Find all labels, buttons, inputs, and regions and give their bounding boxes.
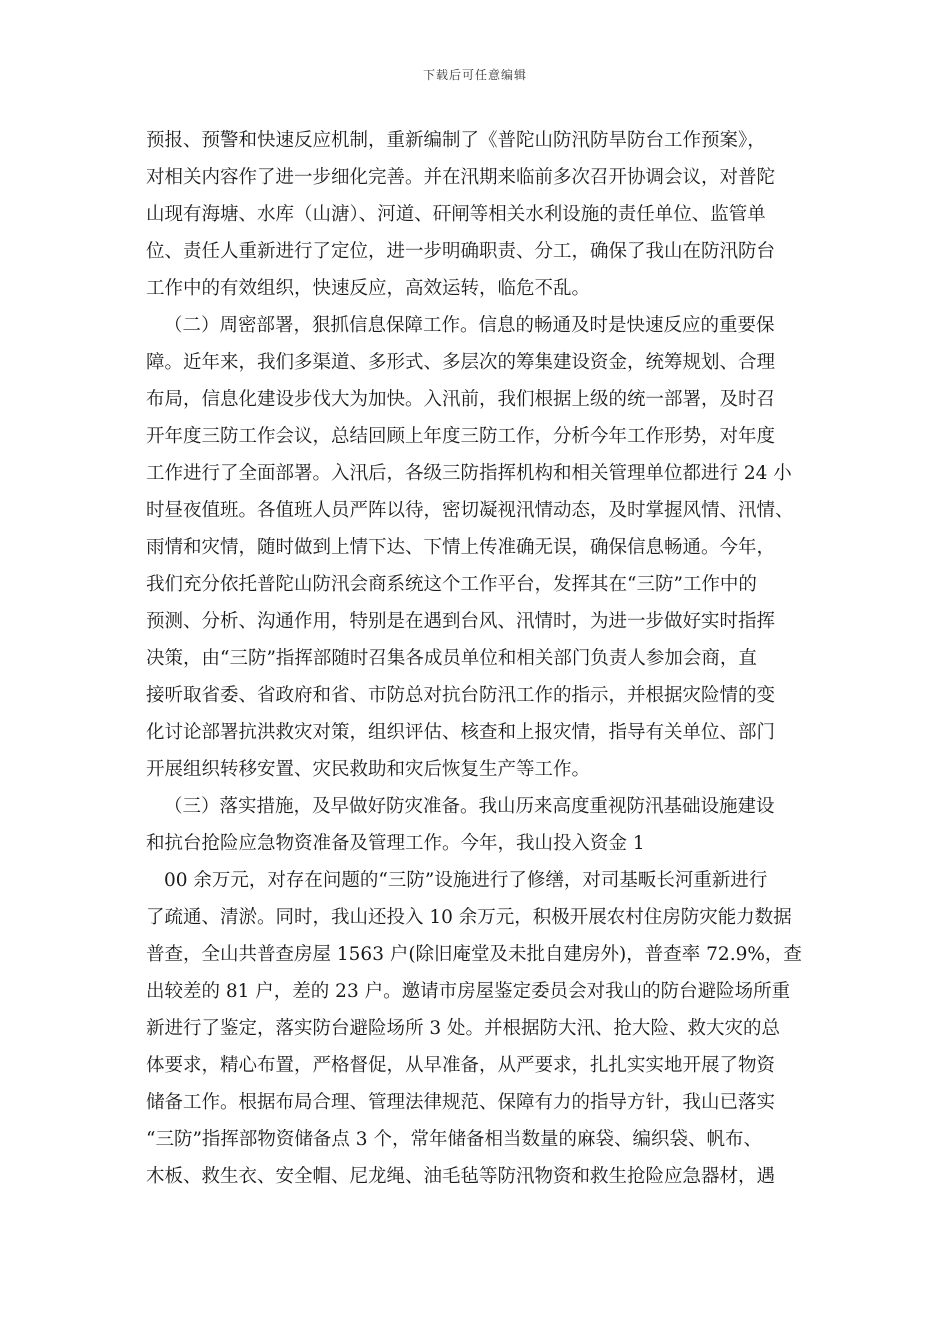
page-header: 下载后可任意编辑 [422, 68, 527, 82]
text-line: 时昼夜值班。各值班人员严阵以待，密切凝视汛情动态，及时掌握风情、汛情、 [146, 500, 794, 521]
document-body [146, 122, 826, 1195]
paragraph-heading-line: （三）落实措施，及早做好防灾准备。我山历来高度重视防汛基础设施建设 [164, 796, 775, 817]
text-line: 化讨论部署抗洪救灾对策，组织评估、核查和上报灾情，指导有关单位、部门 [146, 722, 776, 743]
text-line: 储备工作。根据布局合理、管理法律规范、保障有力的指导方针，我山已落实 [146, 1092, 776, 1113]
text-line: 预测、分析、沟通作用，特别是在遇到台风、汛情时，为进一步做好实时指挥 [146, 611, 776, 632]
text-line: 体要求，精心布置，严格督促，从早准备，从严要求，扎扎实实地开展了物资 [146, 1055, 776, 1076]
text-line: 对相关内容作了进一步细化完善。并在汛期来临前多次召开协调会议，对普陀 [146, 167, 776, 188]
text-line: 工作进行了全面部署。入汛后，各级三防指挥机构和相关管理单位都进行 24 小 [146, 463, 792, 484]
text-line: 工作中的有效组织，快速反应，高效运转，临危不乱。 [146, 278, 591, 299]
text-line: 和抗台抢险应急物资准备及管理工作。今年，我山投入资金 1 [146, 833, 645, 854]
text-line: 开年度三防工作会议，总结回顾上年度三防工作，分析今年工作形势，对年度 [146, 426, 776, 447]
text-line: 00 余万元，对存在问题的“三防”设施进行了修缮，对司基畈长河重新进行 [164, 870, 768, 891]
text-line: 新进行了鉴定，落实防台避险场所 3 处。并根据防大汛、抢大险、救大灾的总 [146, 1018, 781, 1039]
text-line: 决策，由“三防”指挥部随时召集各成员单位和相关部门负责人参加会商，直 [146, 648, 757, 669]
text-line: 布局，信息化建设步伐大为加快。入汛前，我们根据上级的统一部署，及时召 [146, 389, 776, 410]
text-line: 普查，全山共普查房屋 1563 户(除旧庵堂及未批自建房外)，普查率 72.9%，查 [146, 944, 802, 965]
text-line: “三防”指挥部物资储备点 3 个，常年储备相当数量的麻袋、编织袋、帆布、 [146, 1129, 762, 1150]
text-line: 位、责任人重新进行了定位，进一步明确职责、分工，确保了我山在防汛防台 [146, 241, 776, 262]
text-line: 出较差的 81 户，差的 23 户。邀请市房屋鉴定委员会对我山的防台避险场所重 [146, 981, 791, 1002]
text-line: 了疏通、清淤。同时，我山还投入 10 余万元，积极开展农村住房防灾能力数据 [146, 907, 792, 928]
paragraph-heading-line: （二）周密部署，狠抓信息保障工作。信息的畅通及时是快速反应的重要保 [164, 315, 775, 336]
text-line: 雨情和灾情，随时做到上情下达、下情上传准确无误，确保信息畅通。今年， [146, 537, 776, 558]
text-line: 木板、救生衣、安全帽、尼龙绳、油毛毡等防汛物资和救生抢险应急器材，遇 [146, 1166, 776, 1187]
text-line: 接听取省委、省政府和省、市防总对抗台防汛工作的指示，并根据灾险情的变 [146, 685, 776, 706]
text-line: 预报、预警和快速反应机制，重新编制了《普陀山防汛防旱防台工作预案》， [146, 130, 766, 151]
text-line: 障。近年来，我们多渠道、多形式、多层次的筹集建设资金，统筹规划、合理 [146, 352, 776, 373]
text-line: 开展组织转移安置、灾民救助和灾后恢复生产等工作。 [146, 759, 591, 780]
text-line: 山现有海塘、水库（山溏）、河道、矸闸等相关水利设施的责任单位、监管单 [146, 204, 766, 225]
text-line: 我们充分依托普陀山防汛会商系统这个工作平台，发挥其在“三防”工作中的 [146, 574, 757, 595]
